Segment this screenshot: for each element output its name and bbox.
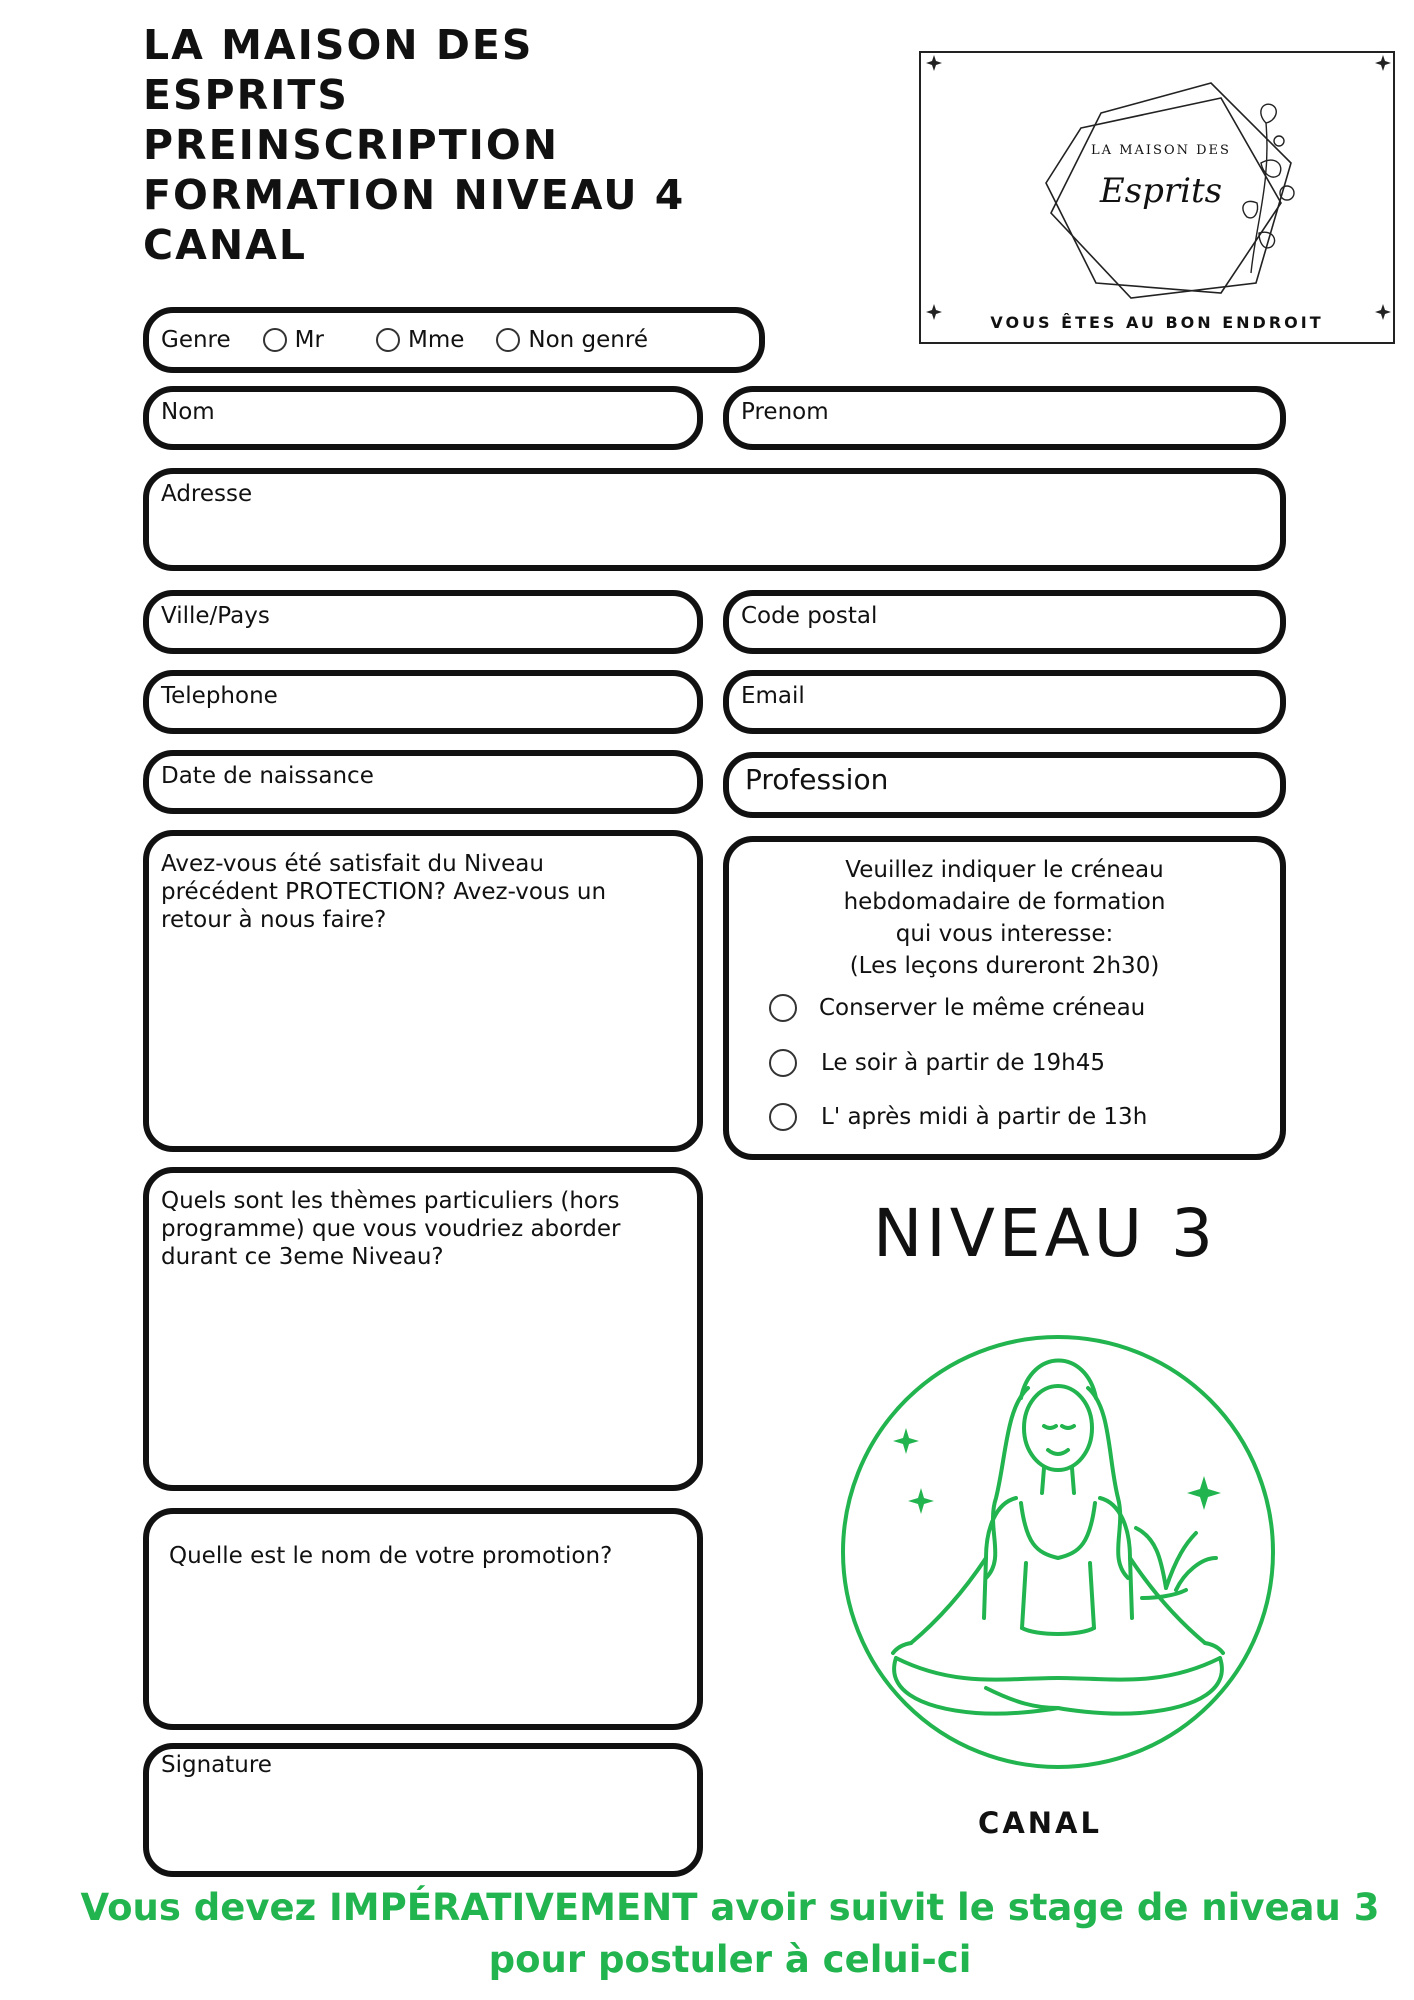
signature-field[interactable] bbox=[143, 1743, 703, 1877]
genre-option-label: Mme bbox=[407, 327, 465, 353]
ville-label: Ville/Pays bbox=[161, 603, 270, 629]
date-naissance-field[interactable] bbox=[143, 750, 703, 814]
email-field[interactable] bbox=[723, 670, 1286, 734]
title-line: FORMATION NIVEAU 4 bbox=[143, 171, 686, 219]
profession-field[interactable] bbox=[723, 752, 1286, 818]
niveau-heading: NIVEAU 3 bbox=[872, 1195, 1218, 1272]
page-title bbox=[143, 20, 783, 270]
satisfaction-label: Avez-vous été satisfait du Niveau précédent PROTECTION? Avez-vous un retour à nous faire? bbox=[161, 851, 607, 933]
warning-line: Vous devez IMPÉRATIVEMENT avoir suivit le stage de niveau 3 bbox=[80, 1886, 1380, 1929]
radio-icon[interactable] bbox=[769, 994, 797, 1022]
creneau-line: Veuillez indiquer le créneau bbox=[845, 857, 1164, 883]
nom-label: Nom bbox=[161, 399, 215, 425]
title-line: CANAL bbox=[143, 221, 307, 269]
creneau-option-apres-midi[interactable] bbox=[769, 1103, 1147, 1131]
creneau-field bbox=[723, 836, 1286, 1160]
logo-tagline: VOUS ÊTES AU BON ENDROIT bbox=[990, 313, 1324, 332]
warning-message bbox=[60, 1882, 1400, 1986]
genre-option-mme[interactable] bbox=[376, 327, 464, 353]
logo-brand-script: Esprits bbox=[1099, 171, 1223, 211]
radio-icon[interactable] bbox=[769, 1049, 797, 1077]
satisfaction-field[interactable] bbox=[143, 830, 703, 1152]
promotion-label: Quelle est le nom de votre promotion? bbox=[169, 1543, 613, 1569]
nom-field[interactable] bbox=[143, 386, 703, 450]
adresse-label: Adresse bbox=[161, 481, 253, 507]
themes-field[interactable] bbox=[143, 1167, 703, 1491]
profession-label: Profession bbox=[745, 763, 889, 796]
title-line: PREINSCRIPTION bbox=[143, 121, 560, 169]
creneau-line: (Les leçons dureront 2h30) bbox=[849, 953, 1160, 979]
creneau-option-label: Le soir à partir de 19h45 bbox=[821, 1050, 1105, 1076]
prenom-field[interactable] bbox=[723, 386, 1286, 450]
radio-icon[interactable] bbox=[769, 1103, 797, 1131]
creneau-option-meme[interactable] bbox=[769, 994, 1145, 1022]
brand-logo bbox=[919, 51, 1395, 344]
logo-brand-top: LA MAISON DES bbox=[1091, 143, 1231, 158]
ville-field[interactable] bbox=[143, 590, 703, 654]
date-naissance-label: Date de naissance bbox=[161, 763, 374, 789]
genre-option-label: Non genré bbox=[528, 327, 648, 353]
creneau-prompt bbox=[729, 854, 1280, 982]
title-line: ESPRITS bbox=[143, 71, 349, 119]
creneau-option-soir[interactable] bbox=[769, 1049, 1105, 1077]
radio-icon[interactable] bbox=[496, 328, 520, 352]
genre-option-non-genre[interactable] bbox=[496, 327, 648, 353]
promotion-field[interactable] bbox=[143, 1508, 703, 1730]
creneau-line: hebdomadaire de formation bbox=[843, 889, 1166, 915]
prenom-label: Prenom bbox=[741, 399, 829, 425]
email-label: Email bbox=[741, 683, 805, 709]
genre-field bbox=[143, 307, 765, 373]
radio-icon[interactable] bbox=[263, 328, 287, 352]
telephone-label: Telephone bbox=[161, 683, 278, 709]
canal-label: CANAL bbox=[978, 1806, 1102, 1840]
code-postal-label: Code postal bbox=[741, 603, 878, 629]
themes-label: Quels sont les thèmes particuliers (hors programme) que vous voudriez aborder durant ce 3eme Niveau? bbox=[161, 1188, 621, 1270]
radio-icon[interactable] bbox=[376, 328, 400, 352]
meditation-icon bbox=[836, 1328, 1284, 1788]
warning-line: pour postuler à celui-ci bbox=[488, 1938, 972, 1981]
signature-label: Signature bbox=[161, 1752, 272, 1778]
telephone-field[interactable] bbox=[143, 670, 703, 734]
creneau-line: qui vous interesse: bbox=[895, 921, 1114, 947]
title-line: LA MAISON DES bbox=[143, 21, 534, 69]
creneau-option-label: L' après midi à partir de 13h bbox=[821, 1104, 1148, 1130]
genre-option-label: Mr bbox=[294, 327, 324, 353]
creneau-option-label: Conserver le même créneau bbox=[819, 995, 1146, 1021]
genre-label: Genre bbox=[161, 327, 231, 353]
adresse-field[interactable] bbox=[143, 468, 1286, 571]
code-postal-field[interactable] bbox=[723, 590, 1286, 654]
genre-option-mr[interactable] bbox=[263, 327, 324, 353]
